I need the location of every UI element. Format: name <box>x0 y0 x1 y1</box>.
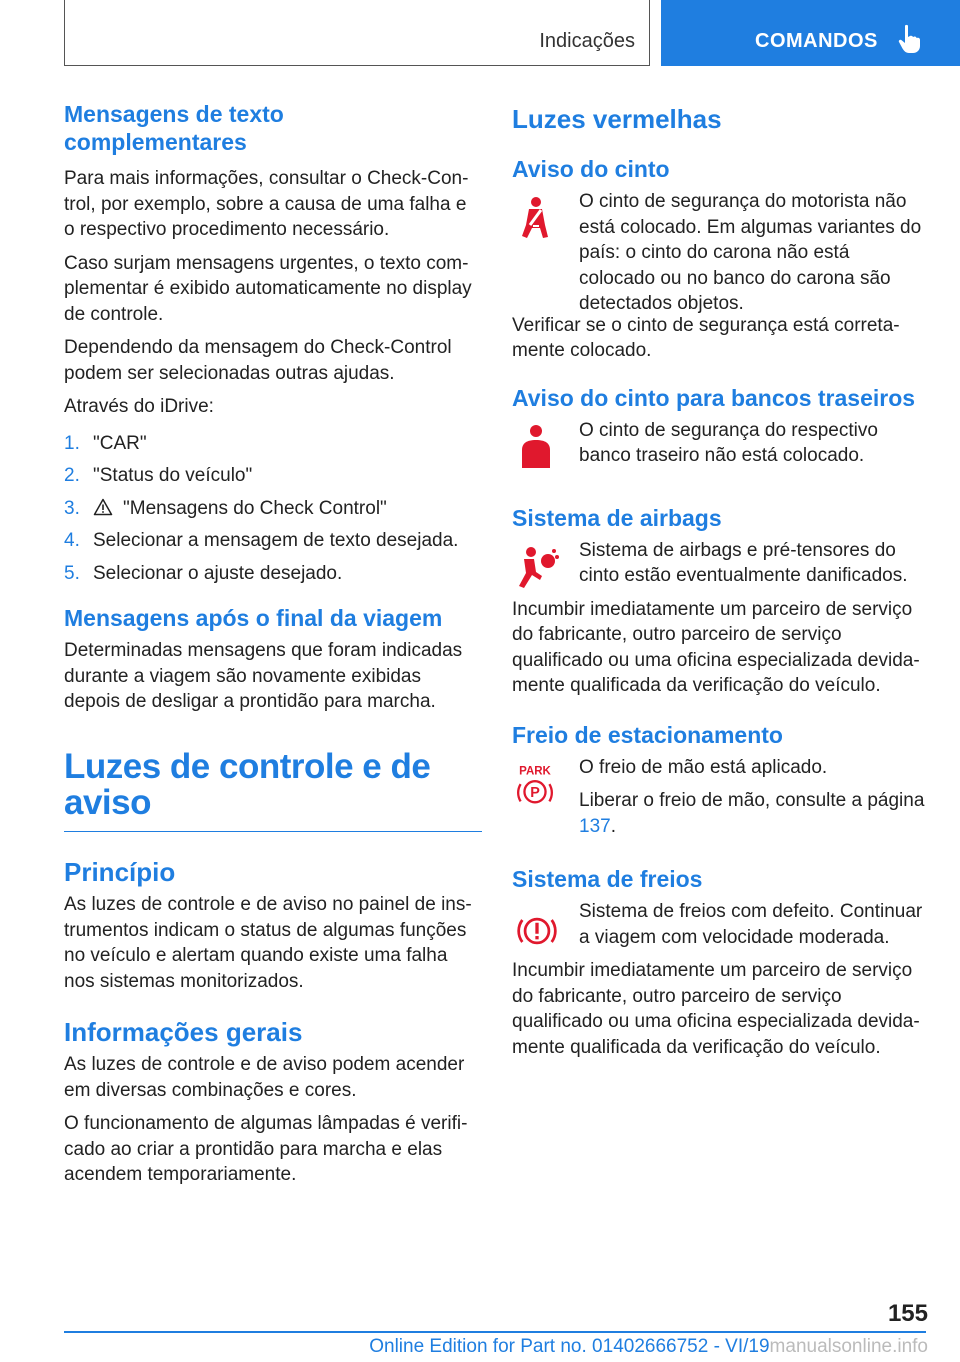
list-item: 5. Selecionar o ajuste desejado. <box>64 562 343 584</box>
paragraph: Incumbir imediatamente um parceiro de serviço do fabricante, outro parceiro de serviço qualificado ou uma oficina especializada devida-mente qualificada da verificação do veículo. <box>512 960 920 1058</box>
section-title-general-info: Informações gerais <box>64 1017 303 1047</box>
section-title-principle: Princípio <box>64 857 176 887</box>
airbag-block <box>512 538 930 699</box>
parking-brake-icon <box>512 763 558 809</box>
paragraph: Através do iDrive: <box>64 396 214 417</box>
right-column <box>512 100 930 1060</box>
svg-text:P: P <box>530 784 540 801</box>
pointing-hand-icon <box>897 24 923 54</box>
chapter-title-rule <box>64 831 482 833</box>
paragraph: Caso surjam mensagens urgentes, o texto com-plementar é exibido automaticamente no display de controle. <box>64 252 472 325</box>
paragraph: Verificar se o cinto de segurança está correta-mente colocado. <box>512 314 900 361</box>
brake-system-block <box>512 899 930 1060</box>
page-reference-link[interactable]: 137 <box>579 815 611 837</box>
paragraph: Sistema de freios com defeito. Continuar a viagem com velocidade moderada. <box>579 901 923 948</box>
header-chapter-label: COMANDOS <box>755 30 878 52</box>
paragraph: O freio de mão está aplicado. <box>579 756 828 778</box>
watermark: manualsonline.info <box>769 1336 928 1357</box>
paragraph: O funcionamento de algumas lâmpadas é verifi-cado ao criar a prontidão para marcha e elas acendem temporariamente. <box>64 1113 468 1185</box>
warning-triangle-icon <box>93 498 113 516</box>
footer-rule <box>64 1331 926 1333</box>
list-item: 1. "CAR" <box>64 432 147 454</box>
rear-belt-warning-block <box>512 418 930 488</box>
page-number: 155 <box>887 1300 928 1327</box>
paragraph: As luzes de controle e de aviso no painel de ins-trumentos indicam o status de algumas funções no veículo e alertam quando existe uma falha nos sistemas monitorizados. <box>64 894 472 992</box>
paragraph: Para mais informações, consultar o Check-Con-trol, por exemplo, sobre a causa de uma falha e o respectivo procedimento necessário. <box>64 168 469 240</box>
paragraph: Dependendo da mensagem do Check-Control podem ser selecionadas outras ajudas. <box>64 337 452 384</box>
header-section-box <box>64 0 650 66</box>
subsection-title-belt-warning: Aviso do cinto <box>512 156 670 182</box>
paragraph: O cinto de segurança do motorista não está colocado. Em algumas variantes do país: o cinto do carona não está colocado ou no banco do carona são detectados objetos. <box>579 191 922 314</box>
paragraph: Sistema de airbags e pré-tensores do cinto estão eventualmente danificados. <box>579 539 908 586</box>
list-item: 4. Selecionar a mensagem de texto desejada. <box>64 530 459 551</box>
belt-warning-block <box>512 189 930 317</box>
subsection-title-airbags: Sistema de airbags <box>512 504 722 531</box>
paragraph: As luzes de controle e de aviso podem acender em diversas combinações e cores. <box>64 1054 465 1101</box>
list-item: 3. "Mensagens do Check Control" <box>64 497 387 519</box>
header-chapter-tab[interactable] <box>661 0 960 66</box>
rear-seatbelt-warning-icon <box>512 422 560 470</box>
idrive-steps-list <box>64 431 482 587</box>
paragraph: O cinto de segurança do respectivo banco traseiro não está colocado. <box>579 419 878 466</box>
parking-brake-block <box>512 755 930 840</box>
paragraph: Incumbir imediatamente um parceiro de serviço do fabricante, outro parceiro de serviço qualificado ou uma oficina especializada devida-mente qualificada da verificação do veículo. <box>512 598 920 696</box>
section-title-after-trip: Mensagens após o final da viagem <box>64 605 443 631</box>
brake-warning-icon <box>512 909 562 953</box>
svg-text:PARK: PARK <box>519 765 551 777</box>
seatbelt-warning-icon <box>512 195 560 243</box>
chapter-title: Luzes de controle e de aviso <box>64 746 431 822</box>
subsection-title-parking-brake: Freio de estacionamento <box>512 721 783 748</box>
list-item: 2. "Status do veículo" <box>64 465 253 486</box>
left-column <box>64 100 482 1188</box>
subsection-title-brake-system: Sistema de freios <box>512 866 703 892</box>
header-section-label: Indicações <box>539 30 635 52</box>
section-title-red-lights: Luzes vermelhas <box>512 104 722 134</box>
paragraph: Liberar o freio de mão, consulte a página 137. <box>579 790 925 837</box>
airbag-warning-icon <box>512 546 560 594</box>
paragraph: Determinadas mensagens que foram indicadas durante a viagem são novamente exibidas depois de desligar a prontidão para marcha. <box>64 640 463 712</box>
subsection-title-rear-belt-warning: Aviso do cinto para bancos traseiros <box>512 384 916 411</box>
section-title-complementary-texts: Mensagens de texto complementares <box>64 101 284 155</box>
footer-edition: Online Edition for Part no. 01402666752 - VI/19manualsonline.info <box>369 1336 928 1357</box>
